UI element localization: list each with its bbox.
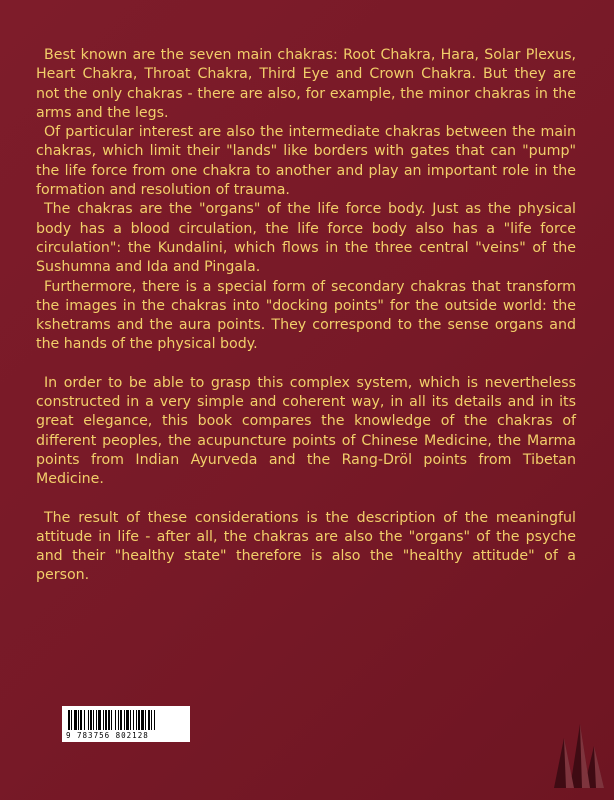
paragraph-life-force-body: The chakras are the "organs" of the life force body. Just as the physical body has a blood circulation, the life force body also has a "life force circulation": the Kundalini, which flows in the three central "veins" of the Sushumna and Ida and Pingala. [36,201,576,276]
paragraph-gap [36,355,576,374]
paragraph-gap [36,490,576,509]
paragraph-secondary-chakras: Furthermore, there is a special form of secondary chakras that transform the images in the chakras into "docking points" for the outside world: the kshetrams and the aura points. They correspond to the sense organs and the hands of the physical body. [36,278,576,353]
isbn-barcode [62,706,190,742]
blurb-text [36,46,576,586]
paragraph-intermediate-chakras: Of particular interest are also the intermediate chakras between the main chakras, which limit their "lands" like borders with gates that can "pump" the life force from one chakra to another and play an important role in the formation and resolution of trauma. [36,124,576,199]
paragraph-main-chakras: Best known are the seven main chakras: Root Chakra, Hara, Solar Plexus, Heart Chakra, Throat Chakra, Third Eye and Crown Chakra. But they are not the only chakras - there are also, for example, the minor chakras in the arms and the legs. [36,47,576,121]
barcode-number: 9 783756 802128 [66,731,149,740]
barcode-bar [155,710,156,730]
paragraph-result: The result of these considerations is the description of the meaningful attitude in life - after all, the chakras are also the "organs" of the psyche and their "healthy state" therefore is also the "healthy attitude" of a person. [36,509,576,584]
barcode-bars [68,710,184,730]
publisher-logo-icon [548,718,604,788]
paragraph-complex-system: In order to be able to grasp this complex system, which is nevertheless constructed in a very simple and coherent way, in all its details and in its great elegance, this book compares the knowledge of the chakras of different peoples, the acupuncture points of Chinese Medicine, the Marma points from Indian Ayurveda and the Rang-Dröl points from Tibetan Medicine. [36,374,576,488]
